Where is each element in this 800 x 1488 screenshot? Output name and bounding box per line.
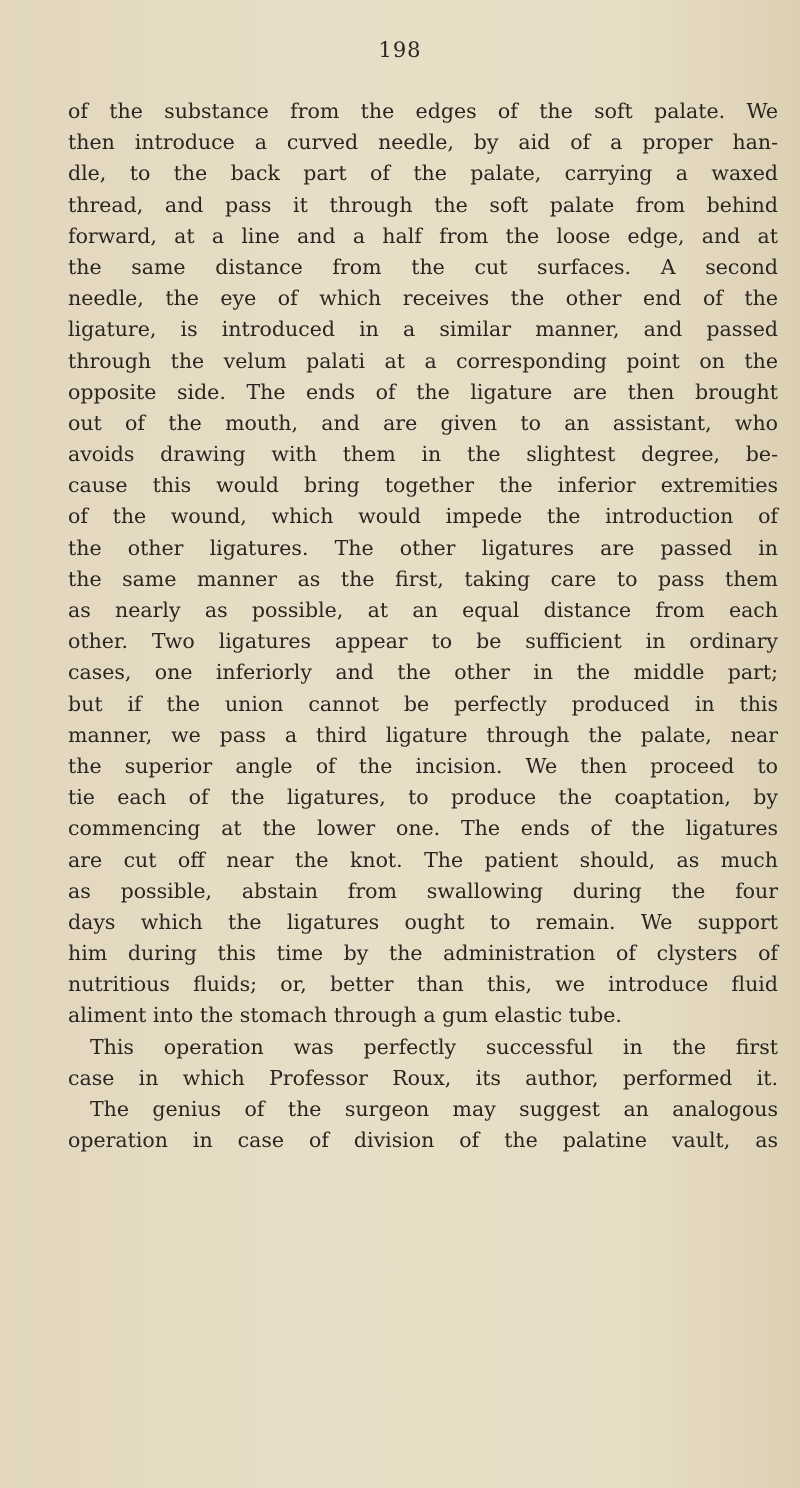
text-line: commencing at the lower one. The ends of the ligatures [68,816,778,841]
text-line: dle, to the back part of the palate, carrying a waxed [68,161,778,186]
text-line: opposite side. The ends of the ligature are then brought [68,379,778,404]
text-line: as nearly as possible, at an equal distance from each [68,598,778,622]
text-line: the other ligatures. The other ligatures are passed in [68,535,778,560]
text-line: aliment into the stomach through a gum elastic tube. [68,1003,622,1028]
text-line: cases, one inferiorly and the other in the middle part; [68,660,778,685]
text-line: cause this would bring together the inferior extremities [68,473,778,498]
text-line: then introduce a curved needle, by aid of a proper han- [68,130,778,155]
text-line: avoids drawing with them in the slightest degree, be- [68,442,778,467]
text-line: are cut off near the knot. The patient should, as much [68,847,778,872]
text-line: out of the mouth, and are given to an assistant, who [68,410,778,435]
text-line: the superior angle of the incision. We then proceed to [68,753,778,778]
text-line: the same distance from the cut surfaces. A second [68,254,778,279]
text-line: of the substance from the edges of the soft palate. We [68,99,778,123]
text-line: days which the ligatures ought to remain. We support [68,909,778,934]
text-line: case in which Professor Roux, its author, performed it. [68,1065,778,1090]
text-line: him during this time by the administration of clysters of [68,941,778,966]
text-line: as possible, abstain from swallowing during the four [68,878,778,903]
text-line: forward, at a line and a half from the loose edge, and at [68,223,778,248]
text-line: other. Two ligatures appear to be sufficient in ordinary [68,629,778,654]
text-line: The genius of the surgeon may suggest an analogous [90,1097,778,1121]
text-line: through the velum palati at a corresponding point on the [68,348,778,373]
text-line: nutritious fluids; or, better than this, we introduce fluid [68,972,778,997]
text-line: but if the union cannot be perfectly produced in this [68,691,778,716]
text-line: needle, the eye of which receives the other end of the [68,286,778,311]
text-line: This operation was perfectly successful in the first [90,1034,778,1059]
text-line: the same manner as the first, taking care to pass them [68,566,778,591]
body-text [68,96,778,1156]
text-line: operation in case of division of the palatine vault, as [68,1128,778,1153]
page-number: 198 [378,38,422,62]
text-line: thread, and pass it through the soft palate from behind [68,192,778,217]
text-line: ligature, is introduced in a similar manner, and passed [68,317,778,342]
text-line: tie each of the ligatures, to produce the coaptation, by [68,785,778,810]
text-line: of the wound, which would impede the introduction of [68,504,778,529]
text-line: manner, we pass a third ligature through the palate, near [68,722,778,747]
